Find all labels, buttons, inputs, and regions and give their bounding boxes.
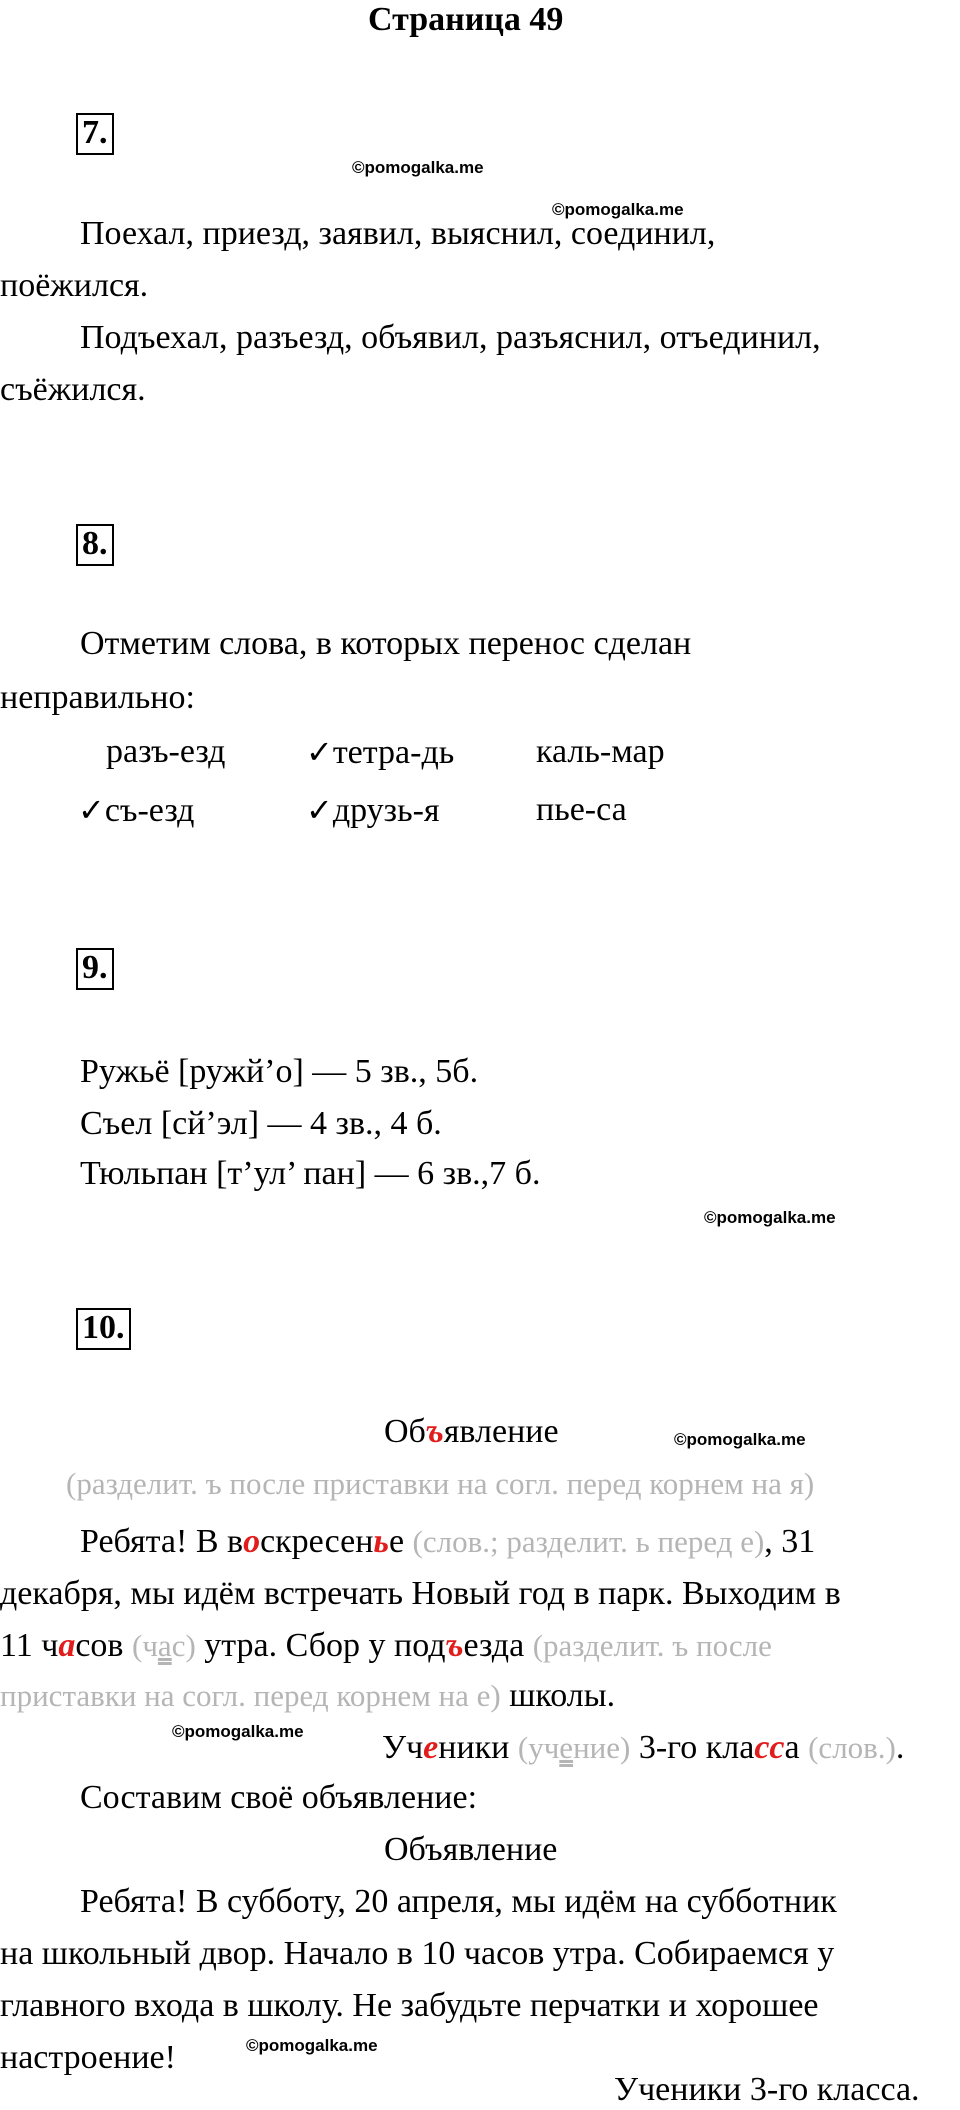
word-item: пье-са [536, 791, 627, 828]
rule-hint: (разделит. ъ после приставки на согл. перед корнем на я) [66, 1466, 815, 1501]
checkmark-icon: ✓ [306, 791, 333, 829]
announcement-line: приставки на согл. перед корнем на е) школы. [0, 1677, 616, 1714]
own-announcement-heading: Объявление [384, 1831, 558, 1868]
watermark: ©pomogalka.me [552, 200, 684, 219]
announcement-line: декабря, мы идём встречать Новый год в парк. Выходим в [0, 1575, 841, 1612]
watermark: ©pomogalka.me [704, 1208, 836, 1227]
task-8-line: неправильно: [0, 679, 195, 716]
watermark: ©pomogalka.me [674, 1430, 806, 1449]
checkmark-icon: ✓ [306, 733, 333, 771]
task-7-line: Подъехал, разъезд, объявил, разъяснил, отъединил, [80, 319, 821, 356]
task-7-number: 7. [76, 113, 114, 155]
own-announcement-line: главного входа в школу. Не забудьте перчатки и хорошее [0, 1987, 819, 2024]
watermark: ©pomogalka.me [246, 2036, 378, 2055]
task-8-line: Отметим слова, в которых перенос сделан [80, 625, 692, 662]
task-8-number: 8. [76, 524, 114, 566]
page-title: Страница 49 [368, 1, 564, 38]
task-9-line: Съел [сй’эл] — 4 зв., 4 б. [80, 1105, 442, 1142]
own-announcement-line: настроение! [0, 2039, 176, 2076]
announcement-line: Ребята! В воскресенье (слов.; разделит. ь перед е), 31 [80, 1523, 816, 1560]
task-9-line: Ружьё [ружй’о] — 5 зв., 5б. [80, 1053, 479, 1090]
checkmark-icon: ✓ [78, 791, 105, 829]
announcement-heading: Объявление [384, 1413, 559, 1450]
own-announcement-intro: Составим своё объявление: [80, 1779, 478, 1816]
task-7-line: съёжился. [0, 371, 146, 408]
own-announcement-line: Ребята! В субботу, 20 апреля, мы идём на субботник [80, 1883, 837, 1920]
task-7-line: поёжился. [0, 267, 149, 304]
own-announcement-signature: Ученики 3-го класса. [614, 2071, 920, 2108]
task-10-number: 10. [76, 1308, 131, 1350]
word-item: разъ-езд [106, 733, 226, 770]
word-item: ✓съ-езд [78, 791, 195, 829]
word-item: ✓тетра-дь [306, 733, 455, 771]
word-item: каль-мар [536, 733, 665, 770]
task-9-number: 9. [76, 948, 114, 990]
watermark: ©pomogalka.me [352, 158, 484, 177]
task-7-line: Поехал, приезд, заявил, выяснил, соединил, [80, 215, 716, 252]
announcement-signature: Ученики (учение) 3-го класса (слов.). [382, 1729, 905, 1766]
announcement-line: 11 часов (час) утра. Сбор у подъезда (разделит. ъ после [0, 1627, 772, 1664]
own-announcement-line: на школьный двор. Начало в 10 часов утра. Собираемся у [0, 1935, 835, 1972]
task-9-line: Тюльпан [т’ул’ пан] — 6 зв.,7 б. [80, 1155, 541, 1192]
watermark: ©pomogalka.me [172, 1722, 304, 1741]
word-item: ✓друзь-я [306, 791, 440, 829]
